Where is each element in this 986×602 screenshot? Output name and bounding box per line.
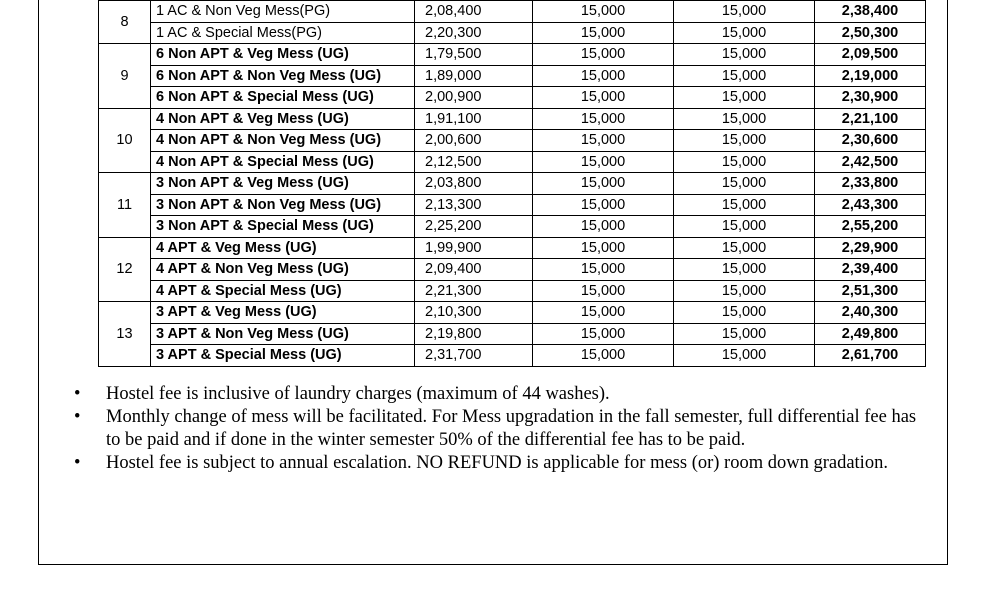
amount-cell: 15,000 xyxy=(674,259,815,281)
table-row xyxy=(99,108,926,130)
total-fee-cell: 2,33,800 xyxy=(815,173,926,195)
hostel-fee-cell: 2,00,600 xyxy=(415,130,533,152)
room-mess-category-cell: 4 APT & Veg Mess (UG) xyxy=(151,237,415,259)
amount-cell: 15,000 xyxy=(674,1,815,23)
fee-notes-list xyxy=(68,383,928,475)
hostel-fee-cell: 2,13,300 xyxy=(415,194,533,216)
table-row xyxy=(99,216,926,238)
hostel-fee-cell: 2,20,300 xyxy=(415,22,533,44)
table-row xyxy=(99,173,926,195)
total-fee-cell: 2,43,300 xyxy=(815,194,926,216)
note-text: Monthly change of mess will be facilitated. For Mess upgradation in the fall semester, full differential fee has to be paid and if done in the winter semester 50% of the differential fee has to be paid. xyxy=(106,407,917,450)
table-row xyxy=(99,345,926,367)
total-fee-cell: 2,30,600 xyxy=(815,130,926,152)
amount-cell: 15,000 xyxy=(533,65,674,87)
total-fee-cell: 2,42,500 xyxy=(815,151,926,173)
note-item xyxy=(68,452,928,475)
note-item xyxy=(68,406,928,452)
amount-cell: 15,000 xyxy=(533,1,674,23)
total-fee-cell: 2,49,800 xyxy=(815,323,926,345)
room-mess-category-cell: 3 Non APT & Special Mess (UG) xyxy=(151,216,415,238)
table-row xyxy=(99,237,926,259)
room-mess-category-cell: 3 APT & Non Veg Mess (UG) xyxy=(151,323,415,345)
note-text: Hostel fee is inclusive of laundry charges (maximum of 44 washes). xyxy=(106,384,610,404)
total-fee-cell: 2,29,900 xyxy=(815,237,926,259)
table-row xyxy=(99,22,926,44)
hostel-fee-cell: 2,00,900 xyxy=(415,87,533,109)
total-fee-cell: 2,61,700 xyxy=(815,345,926,367)
amount-cell: 15,000 xyxy=(674,237,815,259)
table-row xyxy=(99,259,926,281)
note-text: Hostel fee is subject to annual escalation. NO REFUND is applicable for mess (or) room down gradation. xyxy=(106,453,888,473)
amount-cell: 15,000 xyxy=(533,259,674,281)
amount-cell: 15,000 xyxy=(674,280,815,302)
hostel-fee-cell: 2,12,500 xyxy=(415,151,533,173)
note-item xyxy=(68,383,928,406)
room-mess-category-cell: 6 Non APT & Non Veg Mess (UG) xyxy=(151,65,415,87)
amount-cell: 15,000 xyxy=(674,44,815,66)
table-row xyxy=(99,87,926,109)
amount-cell: 15,000 xyxy=(533,173,674,195)
serial-number-cell: 11 xyxy=(99,173,151,238)
room-mess-category-cell: 3 APT & Veg Mess (UG) xyxy=(151,302,415,324)
amount-cell: 15,000 xyxy=(674,323,815,345)
room-mess-category-cell: 6 Non APT & Veg Mess (UG) xyxy=(151,44,415,66)
amount-cell: 15,000 xyxy=(674,108,815,130)
hostel-fee-cell: 2,21,300 xyxy=(415,280,533,302)
hostel-fee-cell: 2,09,400 xyxy=(415,259,533,281)
total-fee-cell: 2,39,400 xyxy=(815,259,926,281)
amount-cell: 15,000 xyxy=(533,130,674,152)
hostel-fee-cell: 2,25,200 xyxy=(415,216,533,238)
room-mess-category-cell: 4 APT & Non Veg Mess (UG) xyxy=(151,259,415,281)
room-mess-category-cell: 1 AC & Non Veg Mess(PG) xyxy=(151,1,415,23)
table-row xyxy=(99,130,926,152)
room-mess-category-cell: 3 APT & Special Mess (UG) xyxy=(151,345,415,367)
room-mess-category-cell: 4 APT & Special Mess (UG) xyxy=(151,280,415,302)
total-fee-cell: 2,55,200 xyxy=(815,216,926,238)
amount-cell: 15,000 xyxy=(533,44,674,66)
hostel-fee-cell: 2,10,300 xyxy=(415,302,533,324)
total-fee-cell: 2,19,000 xyxy=(815,65,926,87)
room-mess-category-cell: 3 Non APT & Non Veg Mess (UG) xyxy=(151,194,415,216)
hostel-fee-cell: 1,89,000 xyxy=(415,65,533,87)
hostel-fee-cell: 1,79,500 xyxy=(415,44,533,66)
amount-cell: 15,000 xyxy=(533,302,674,324)
amount-cell: 15,000 xyxy=(674,173,815,195)
total-fee-cell: 2,51,300 xyxy=(815,280,926,302)
room-mess-category-cell: 4 Non APT & Special Mess (UG) xyxy=(151,151,415,173)
amount-cell: 15,000 xyxy=(533,280,674,302)
amount-cell: 15,000 xyxy=(674,216,815,238)
amount-cell: 15,000 xyxy=(674,87,815,109)
total-fee-cell: 2,50,300 xyxy=(815,22,926,44)
hostel-fee-cell: 1,91,100 xyxy=(415,108,533,130)
amount-cell: 15,000 xyxy=(674,302,815,324)
bullet-icon: • xyxy=(74,453,81,473)
room-mess-category-cell: 4 Non APT & Veg Mess (UG) xyxy=(151,108,415,130)
serial-number-cell: 9 xyxy=(99,44,151,109)
amount-cell: 15,000 xyxy=(533,216,674,238)
table-row xyxy=(99,65,926,87)
total-fee-cell: 2,21,100 xyxy=(815,108,926,130)
amount-cell: 15,000 xyxy=(533,345,674,367)
amount-cell: 15,000 xyxy=(533,151,674,173)
table-row xyxy=(99,151,926,173)
total-fee-cell: 2,38,400 xyxy=(815,1,926,23)
room-mess-category-cell: 1 AC & Special Mess(PG) xyxy=(151,22,415,44)
amount-cell: 15,000 xyxy=(533,237,674,259)
amount-cell: 15,000 xyxy=(533,194,674,216)
amount-cell: 15,000 xyxy=(674,22,815,44)
hostel-fee-cell: 1,99,900 xyxy=(415,237,533,259)
hostel-fee-cell: 2,03,800 xyxy=(415,173,533,195)
bullet-icon: • xyxy=(74,384,81,404)
total-fee-cell: 2,09,500 xyxy=(815,44,926,66)
table-row xyxy=(99,44,926,66)
serial-number-cell: 10 xyxy=(99,108,151,173)
amount-cell: 15,000 xyxy=(674,65,815,87)
amount-cell: 15,000 xyxy=(533,22,674,44)
hostel-fee-cell: 2,08,400 xyxy=(415,1,533,23)
amount-cell: 15,000 xyxy=(533,87,674,109)
hostel-fee-table xyxy=(98,0,926,367)
room-mess-category-cell: 4 Non APT & Non Veg Mess (UG) xyxy=(151,130,415,152)
table-row xyxy=(99,280,926,302)
amount-cell: 15,000 xyxy=(533,108,674,130)
total-fee-cell: 2,30,900 xyxy=(815,87,926,109)
amount-cell: 15,000 xyxy=(674,345,815,367)
serial-number-cell: 8 xyxy=(99,1,151,44)
total-fee-cell: 2,40,300 xyxy=(815,302,926,324)
table-row xyxy=(99,323,926,345)
hostel-fee-cell: 2,19,800 xyxy=(415,323,533,345)
amount-cell: 15,000 xyxy=(533,323,674,345)
room-mess-category-cell: 6 Non APT & Special Mess (UG) xyxy=(151,87,415,109)
room-mess-category-cell: 3 Non APT & Veg Mess (UG) xyxy=(151,173,415,195)
amount-cell: 15,000 xyxy=(674,130,815,152)
serial-number-cell: 12 xyxy=(99,237,151,302)
serial-number-cell: 13 xyxy=(99,302,151,367)
table-row xyxy=(99,1,926,23)
bullet-icon: • xyxy=(74,407,81,427)
amount-cell: 15,000 xyxy=(674,194,815,216)
table-row xyxy=(99,302,926,324)
hostel-fee-cell: 2,31,700 xyxy=(415,345,533,367)
table-row xyxy=(99,194,926,216)
amount-cell: 15,000 xyxy=(674,151,815,173)
